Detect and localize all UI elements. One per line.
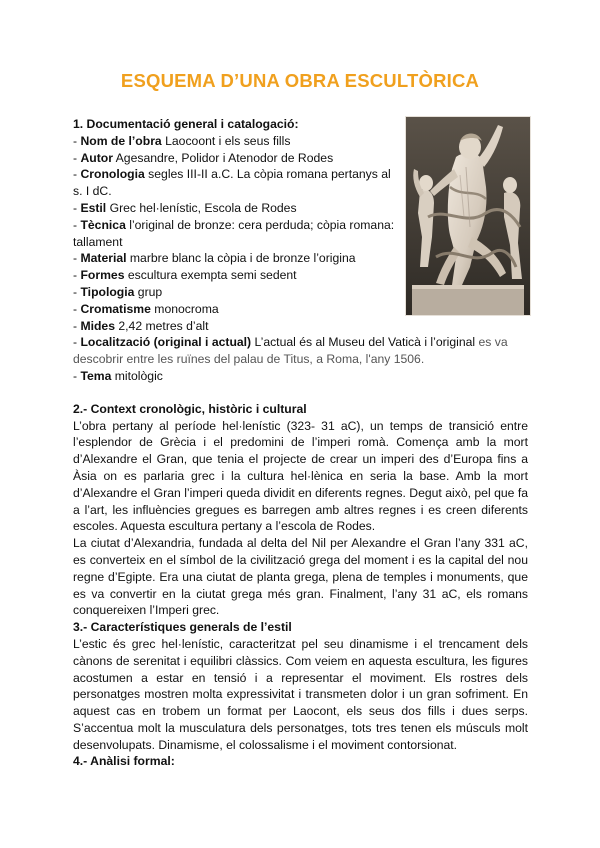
field-cromatisme: - Cromatisme monocroma [73,301,219,316]
field-nom: - Nom de l’obra Laocoont i els seus fills [73,133,291,148]
field-material: - Material marbre blanc la còpia i de bronze l’origina [73,251,356,266]
field-cronologia: - Cronologia segles III-II a.C. La còpia romana pertanys al s. I dC. [73,167,391,199]
section-2-paragraph-2: La ciutat d’Alexandria, fundada al delta del Nil per Alexandre el Gran l’any 331 aC, es converteix en el símbol de la civilització grega del moment i es la capital del nou regne d’Egipte. Era una ciutat de planta grega, plena de temples i monuments, que es va convertir en la ciutat grega més gran. Finalment, l’any 31 aC, els romans conquereixen l’Imperi grec. [73,536,528,618]
section-1-heading: 1. Documentació general i catalogació: [73,117,299,131]
field-localitzacio: - Localització (original i actual) L’actual és al Museu del Vaticà i l’original es va descobrir entre les ruïnes del palau de Titus, a Roma, l'any 1506. [73,335,508,367]
section-3-heading: 3.- Característiques generals de l’estil [73,620,292,635]
field-autor: - Autor Agesandre, Polidor i Atenodor de Rodes [73,150,334,165]
field-formes: - Formes escultura exempta semi sedent [73,268,297,283]
field-tema: - Tema mitològic [73,368,163,383]
section-1 [73,116,395,334]
section-2-heading: 2.- Context cronològic, històric i cultural [73,401,307,416]
field-tecnica: - Tècnica l’original de bronze: cera perduda; còpia romana: tallament [73,217,395,249]
field-tipologia: - Tipologia grup [73,284,163,299]
section-2-paragraph-1: L’obra pertany al període hel·lenístic (323- 31 aC), un temps de transició entre l’esplendor de Grècia i el predomini de l’imperi romà. Comença amb la mort d’Alexandre el Gran, que tenia el projecte de crear un imperi des d’Europa fins a Àsia on es parlaria grec i la cultura hel·lènica en seria la base. Amb la mort d’Alexandre el Gran l’imperi queda dividit en diferents regnes. Degut això, pel que fa a l’art, les influències gregues es barregen amb altres regnes i es creen diferents escoles. Aquesta escultura pertany a l’escola de Rodes. [73,418,528,534]
document-body [73,116,528,770]
section-3-paragraph: L’estic és grec hel·lenístic, caracteritzat pel seu dinamisme i el trencament dels cànons de serenitat i equilibri clàssics. Com veiem en aquesta escultura, les figures acostumen a estar en tensió i a representar el moviment. Els rostres dels personatges mostren molta expressivitat i transmeten dolor i un gran sofriment. En aquest cas en trobem un format per Laocont, els seus dos fills i dues serps. S’accentua molt la musculatura dels personatges, tots tres tenen els músculs molt desenvolupats. Dinamisme, el colossalisme i el moviment contorsionat. [73,636,528,752]
field-mides: - Mides 2,42 metres d’alt [73,318,209,333]
field-estil: - Estil Grec hel·lenístic, Escola de Rodes [73,200,297,215]
section-4-heading: 4.- Anàlisi formal: [73,754,175,769]
document-title: ESQUEMA D’UNA OBRA ESCULTÒRICA [120,70,480,91]
